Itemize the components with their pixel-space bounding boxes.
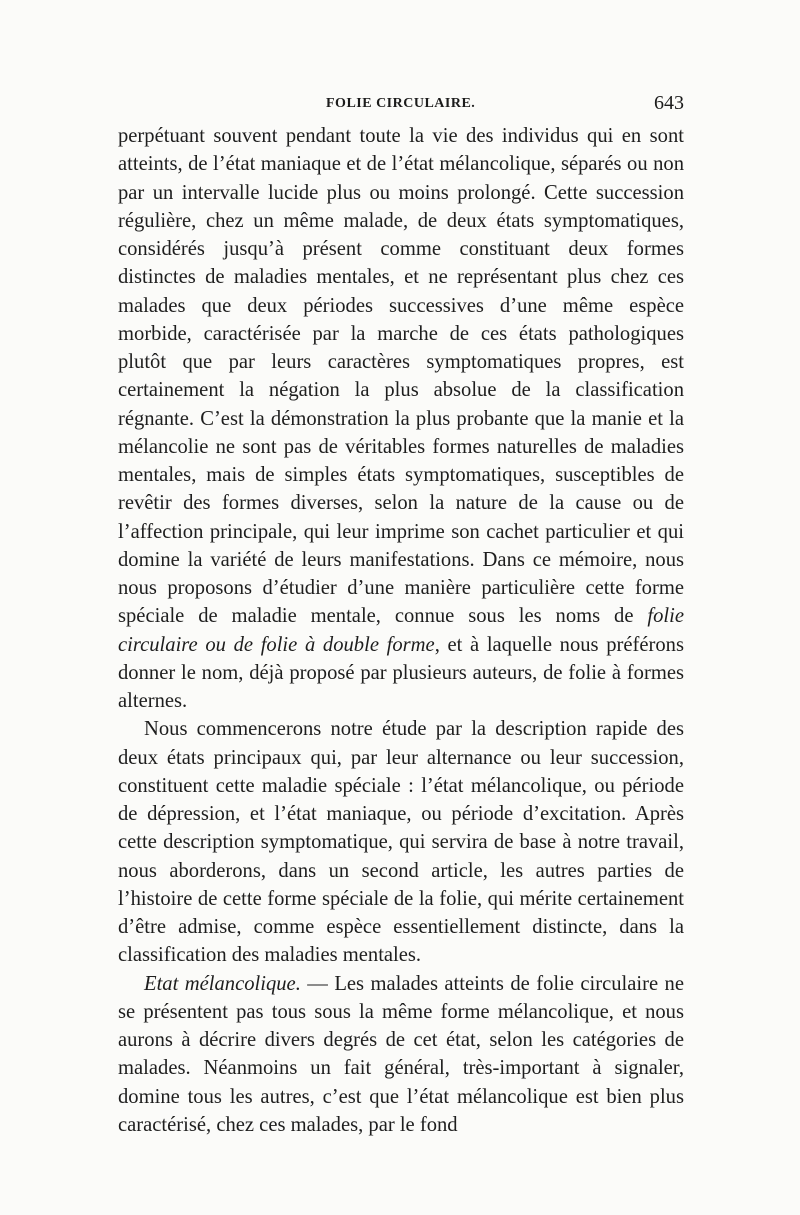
paragraph-3 bbox=[118, 970, 684, 1140]
paragraph-1-text-a: perpétuant souvent pendant toute la vie des individus qui en sont atteints, de l’état maniaque et de l’état mélancolique, séparés ou non par un intervalle lucide plus ou moins prolongé. Cette succession régulière, chez un même malade, de deux états symptomatiques, considérés jusqu’à présent comme constituant deux formes distinctes de maladies mentales, et ne représentant plus chez ces malades que deux périodes successives d’une même espèce morbide, caractérisée par la marche de ces états pathologiques plutôt que par leurs caractères symptomatiques propres, est certainement la négation la plus absolue de la classification régnante. C’est la démonstration la plus probante que la manie et la mélancolie ne sont pas de véritables formes naturelles de maladies mentales, mais de simples états symptomatiques, susceptibles de revêtir des formes diverses, selon la nature de la cause ou de l’affection principale, qui leur imprime son cachet particulier et qui domine la variété de leurs manifestations. Dans ce mémoire, nous nous proposons d’étudier d’une manière particulière cette forme spéciale de maladie mentale, connue sous les noms de bbox=[118, 125, 684, 628]
paragraph-1 bbox=[118, 122, 684, 715]
running-title: FOLIE CIRCULAIRE. bbox=[326, 96, 476, 111]
section-heading-etat-melancolique: Etat mélancolique. bbox=[144, 972, 301, 995]
page-number: 643 bbox=[654, 92, 684, 114]
paragraph-3-text: — Les malades atteints de folie circulaire ne se présentent pas tous sous la même forme mélancolique, et nous aurons à décrire divers degrés de cet état, selon les catégories de malades. Néanmoins un fait général, très-important à signaler, domine tous les autres, c’est que l’état mélancolique est bien plus caractérisé, chez ces malades, par le fond bbox=[118, 972, 684, 1136]
paragraph-1-text-b: , et à laquelle nous préférons donner le nom, déjà proposé par plusieurs auteurs, de folie à formes alternes. bbox=[118, 633, 684, 712]
paragraph-2 bbox=[118, 715, 684, 969]
page-header bbox=[118, 92, 684, 116]
body-text bbox=[118, 122, 684, 1139]
paragraph-2-text: Nous commencerons notre étude par la description rapide des deux états principaux qui, par leur alternance ou leur succession, constituent cette maladie spéciale : l’état mélancolique, ou période de dépression, et l’état maniaque, ou période d’excitation. Après cette description symptomatique, qui servira de base à notre travail, nous aborderons, dans un second article, les autres parties de l’histoire de cette forme spéciale de la folie, qui mérite certainement d’être admise, comme espèce essentiellement distincte, dans la classification des maladies mentales. bbox=[118, 718, 684, 967]
paragraph-1-italic-term: folie circulaire ou de folie à double forme bbox=[118, 605, 684, 656]
